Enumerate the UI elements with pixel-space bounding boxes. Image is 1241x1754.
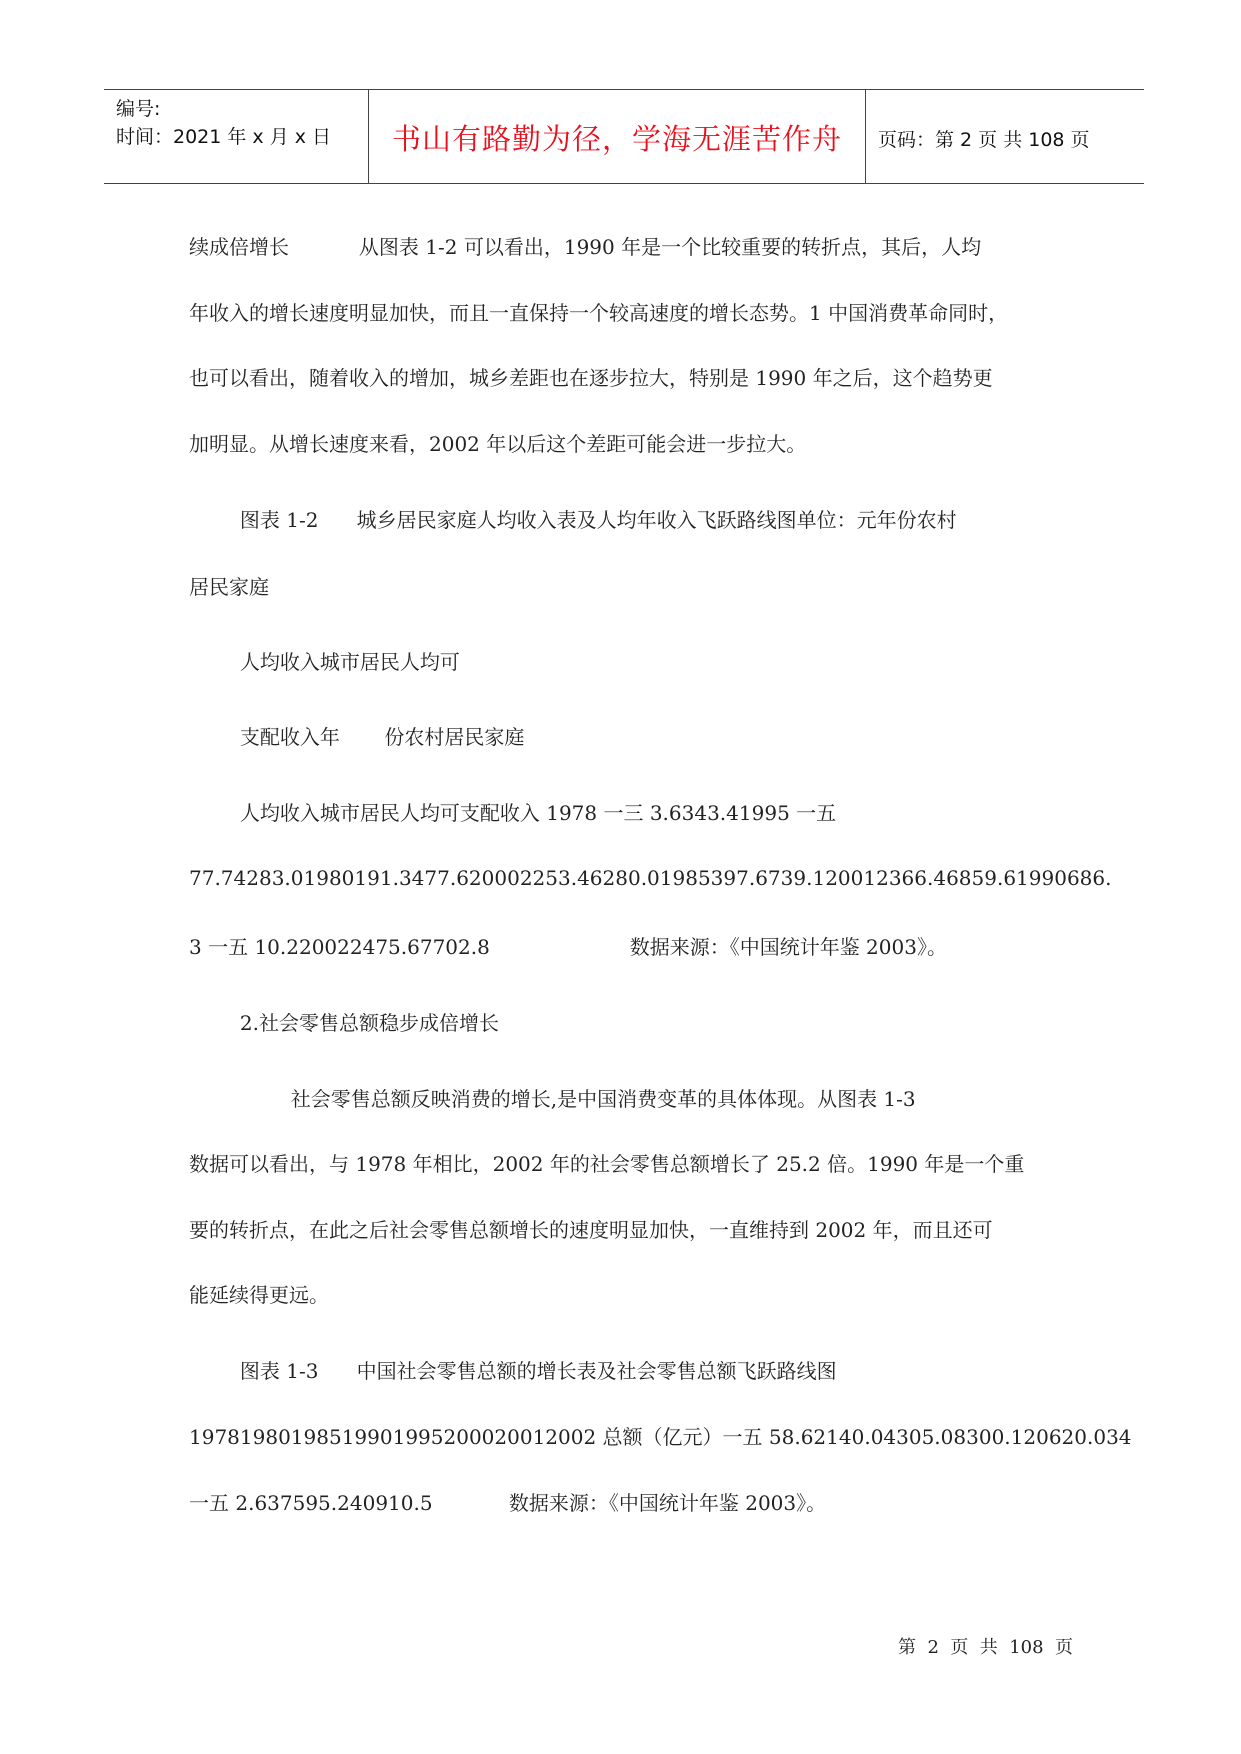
section-heading: 2.社会零售总额稳步成倍增长 [189,1011,499,1035]
table-text-line: 人均收入城市居民人均可 [189,650,460,674]
body-line: 也可以看出，随着收入的增加，城乡差距也在逐步拉大，特别是 1990 年之后，这个趋势更 [189,366,993,390]
body-line: 要的转折点，在此之后社会零售总额增长的速度明显加快，一直维持到 2002 年，而且还可 [189,1218,993,1242]
body-line: 数据可以看出，与 1978 年相比，2002 年的社会零售总额增长了 25.2 倍。1990 年是一个重 [189,1152,1025,1176]
table-text-line: 19781980198519901995200020012002 总额（亿元）一五 58.62140.04305.08300.120620.034 [189,1425,1132,1449]
body-line: 社会零售总额反映消费的增长,是中国消费变革的具体体现。从图表 1-3 [189,1087,916,1111]
document-time-label: 时间：2021 年 x 月 x 日 [116,126,332,148]
table-text-line: 77.74283.01980191.3477.620002253.46280.01985397.6739.120012366.46859.61990686. [189,866,1112,890]
table-text-line: 一五 2.637595.240910.5 数据来源：《中国统计年鉴 2003》。 [189,1491,827,1515]
body-line: 年收入的增长速度明显加快，而且一直保持一个较高速度的增长态势。1 中国消费革命同时， [189,301,1009,325]
body-line: 续成倍增长 从图表 1-2 可以看出，1990 年是一个比较重要的转折点，其后，人均 [189,235,982,259]
page-footer: 第 2 页 共 108 页 [898,1637,1074,1658]
table-text-line: 3 一五 10.220022475.67702.8 数据来源：《中国统计年鉴 2003》。 [189,935,947,959]
body-line: 居民家庭 [189,575,269,599]
figure-caption: 图表 1-3 中国社会零售总额的增长表及社会零售总额飞跃路线图 [189,1359,837,1383]
table-text-line: 支配收入年 份农村居民家庭 [189,725,525,749]
header-motto: 书山有路勤为径，学海无涯苦作舟 [391,122,842,156]
header-meta-cell [104,90,369,183]
header-motto-cell [369,90,866,183]
document-number-label: 编号: [116,98,161,120]
page-header [104,89,1144,184]
body-line: 能延续得更远。 [189,1283,329,1307]
header-page-info: 页码：第 2 页 共 108 页 [878,129,1090,151]
body-line: 加明显。从增长速度来看，2002 年以后这个差距可能会进一步拉大。 [189,432,807,456]
header-page-cell [866,90,1144,183]
figure-caption: 图表 1-2 城乡居民家庭人均收入表及人均年收入飞跃路线图单位：元年份农村 [189,508,957,532]
table-text-line: 人均收入城市居民人均可支配收入 1978 一三 3.6343.41995 一五 [189,801,837,825]
